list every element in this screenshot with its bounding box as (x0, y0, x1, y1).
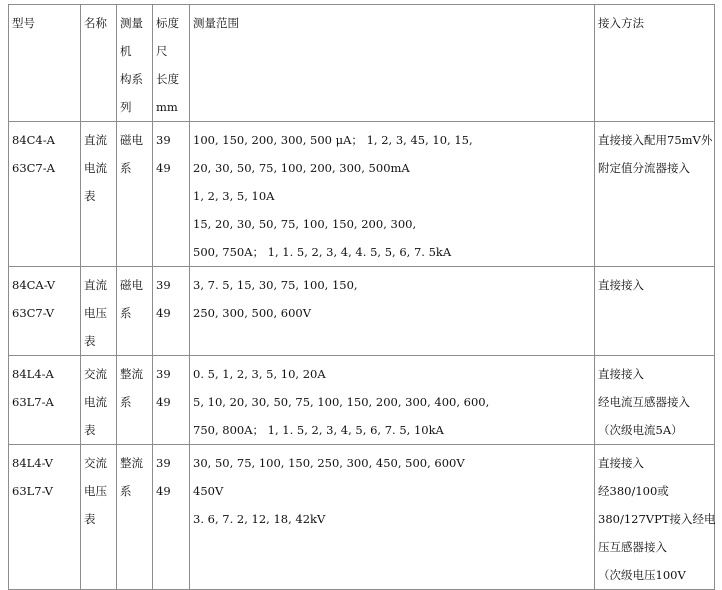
name-line: 交流 (84, 456, 107, 470)
cell-range (190, 445, 595, 590)
header-mechanism-line: 测量 (120, 16, 143, 30)
header-name-label: 名称 (84, 16, 107, 30)
table-row (9, 122, 715, 267)
table-row (9, 445, 715, 590)
name-line: 交流 (84, 367, 107, 381)
method-line: （次级电流5A） (598, 423, 683, 437)
header-model-label: 型号 (12, 16, 35, 30)
name-line: 电压 (84, 484, 107, 498)
name-line: 表 (84, 334, 96, 348)
name-line: 电流 (84, 395, 107, 409)
method-line: 直接接入配用75mV外 (598, 133, 713, 147)
method-line: 直接接入 (598, 278, 644, 292)
method-line: （次级电压100V (598, 568, 686, 582)
header-mechanism (117, 5, 153, 122)
mechanism-line: 整流 (120, 456, 143, 470)
table-row (9, 356, 715, 445)
cell-mechanism (117, 122, 153, 267)
range-line: 250, 300, 500, 600V (193, 306, 312, 320)
scale-value: 49 (156, 161, 171, 175)
header-row (9, 5, 715, 122)
cell-range (190, 356, 595, 445)
header-scale-line: 尺 (156, 44, 168, 58)
cell-scale (153, 356, 190, 445)
mechanism-line: 磁电 (120, 133, 143, 147)
cell-scale (153, 122, 190, 267)
range-line: 450V (193, 484, 224, 498)
mechanism-line: 系 (120, 395, 132, 409)
method-line: 直接接入 (598, 367, 644, 381)
model-code: 84L4-V (12, 456, 53, 470)
model-code: 84CA-V (12, 278, 56, 292)
header-range-label: 测量范围 (193, 16, 239, 30)
table-body (9, 5, 715, 590)
scale-value: 39 (156, 278, 171, 292)
cell-model (9, 356, 81, 445)
header-model (9, 5, 81, 122)
range-line: 100, 150, 200, 300, 500 μA； 1, 2, 3, 45, 10, 15, (193, 133, 473, 147)
header-scale-line: mm (156, 100, 178, 114)
cell-model (9, 445, 81, 590)
header-mechanism-line: 列 (120, 100, 132, 114)
range-line: 30, 50, 75, 100, 150, 250, 300, 450, 500, 600V (193, 456, 465, 470)
range-line: 3, 7. 5, 15, 30, 75, 100, 150, (193, 278, 358, 292)
header-mechanism-line: 构系 (120, 72, 143, 86)
header-scale (153, 5, 190, 122)
header-method (595, 5, 715, 122)
scale-value: 49 (156, 306, 171, 320)
cell-mechanism (117, 267, 153, 356)
range-line: 750, 800A； 1, 1. 5, 2, 3, 4, 5, 6, 7. 5, 10kA (193, 423, 444, 437)
cell-method (595, 122, 715, 267)
scale-value: 39 (156, 456, 171, 470)
cell-model (9, 122, 81, 267)
scale-value: 49 (156, 484, 171, 498)
instrument-spec-table (8, 4, 715, 590)
method-line: 经电流互感器接入 (598, 395, 690, 409)
model-code: 63C7-A (12, 161, 55, 175)
mechanism-line: 整流 (120, 367, 143, 381)
range-line: 500, 750A； 1, 1. 5, 2, 3, 4, 4. 5, 5, 6, 7. 5kA (193, 245, 452, 259)
model-code: 63L7-A (12, 395, 54, 409)
cell-name (81, 122, 117, 267)
scale-value: 39 (156, 367, 171, 381)
scale-value: 39 (156, 133, 171, 147)
range-line: 5, 10, 20, 30, 50, 75, 100, 150, 200, 300, 400, 600, (193, 395, 490, 409)
cell-range (190, 267, 595, 356)
header-method-label: 接入方法 (598, 16, 644, 30)
header-mechanism-line: 机 (120, 44, 132, 58)
header-range (190, 5, 595, 122)
method-line: 直接接入 (598, 456, 644, 470)
range-line: 1, 2, 3, 5, 10A (193, 189, 275, 203)
name-line: 表 (84, 189, 96, 203)
mechanism-line: 系 (120, 161, 132, 175)
scale-value: 49 (156, 395, 171, 409)
cell-name (81, 445, 117, 590)
method-line: 压互感器接入 (598, 540, 667, 554)
cell-name (81, 356, 117, 445)
range-line: 3. 6, 7. 2, 12, 18, 42kV (193, 512, 326, 526)
method-line: 380/127VPT接入经电 (598, 512, 716, 526)
range-line: 15, 20, 30, 50, 75, 100, 150, 200, 300, (193, 217, 417, 231)
range-line: 20, 30, 50, 75, 100, 200, 300, 500mA (193, 161, 410, 175)
cell-method (595, 445, 715, 590)
cell-mechanism (117, 356, 153, 445)
model-code: 63L7-V (12, 484, 53, 498)
cell-range (190, 122, 595, 267)
model-code: 63C7-V (12, 306, 55, 320)
name-line: 表 (84, 423, 96, 437)
cell-method (595, 356, 715, 445)
cell-name (81, 267, 117, 356)
mechanism-line: 系 (120, 484, 132, 498)
name-line: 直流 (84, 133, 107, 147)
cell-model (9, 267, 81, 356)
cell-scale (153, 267, 190, 356)
header-scale-line: 标度 (156, 16, 179, 30)
model-code: 84C4-A (12, 133, 55, 147)
mechanism-line: 系 (120, 306, 132, 320)
cell-mechanism (117, 445, 153, 590)
mechanism-line: 磁电 (120, 278, 143, 292)
method-line: 附定值分流器接入 (598, 161, 690, 175)
cell-method (595, 267, 715, 356)
range-line: 0. 5, 1, 2, 3, 5, 10, 20A (193, 367, 326, 381)
header-name (81, 5, 117, 122)
model-code: 84L4-A (12, 367, 54, 381)
name-line: 电流 (84, 161, 107, 175)
name-line: 表 (84, 512, 96, 526)
method-line: 经380/100或 (598, 484, 669, 498)
cell-scale (153, 445, 190, 590)
name-line: 直流 (84, 278, 107, 292)
header-scale-line: 长度 (156, 72, 179, 86)
table-row (9, 267, 715, 356)
name-line: 电压 (84, 306, 107, 320)
